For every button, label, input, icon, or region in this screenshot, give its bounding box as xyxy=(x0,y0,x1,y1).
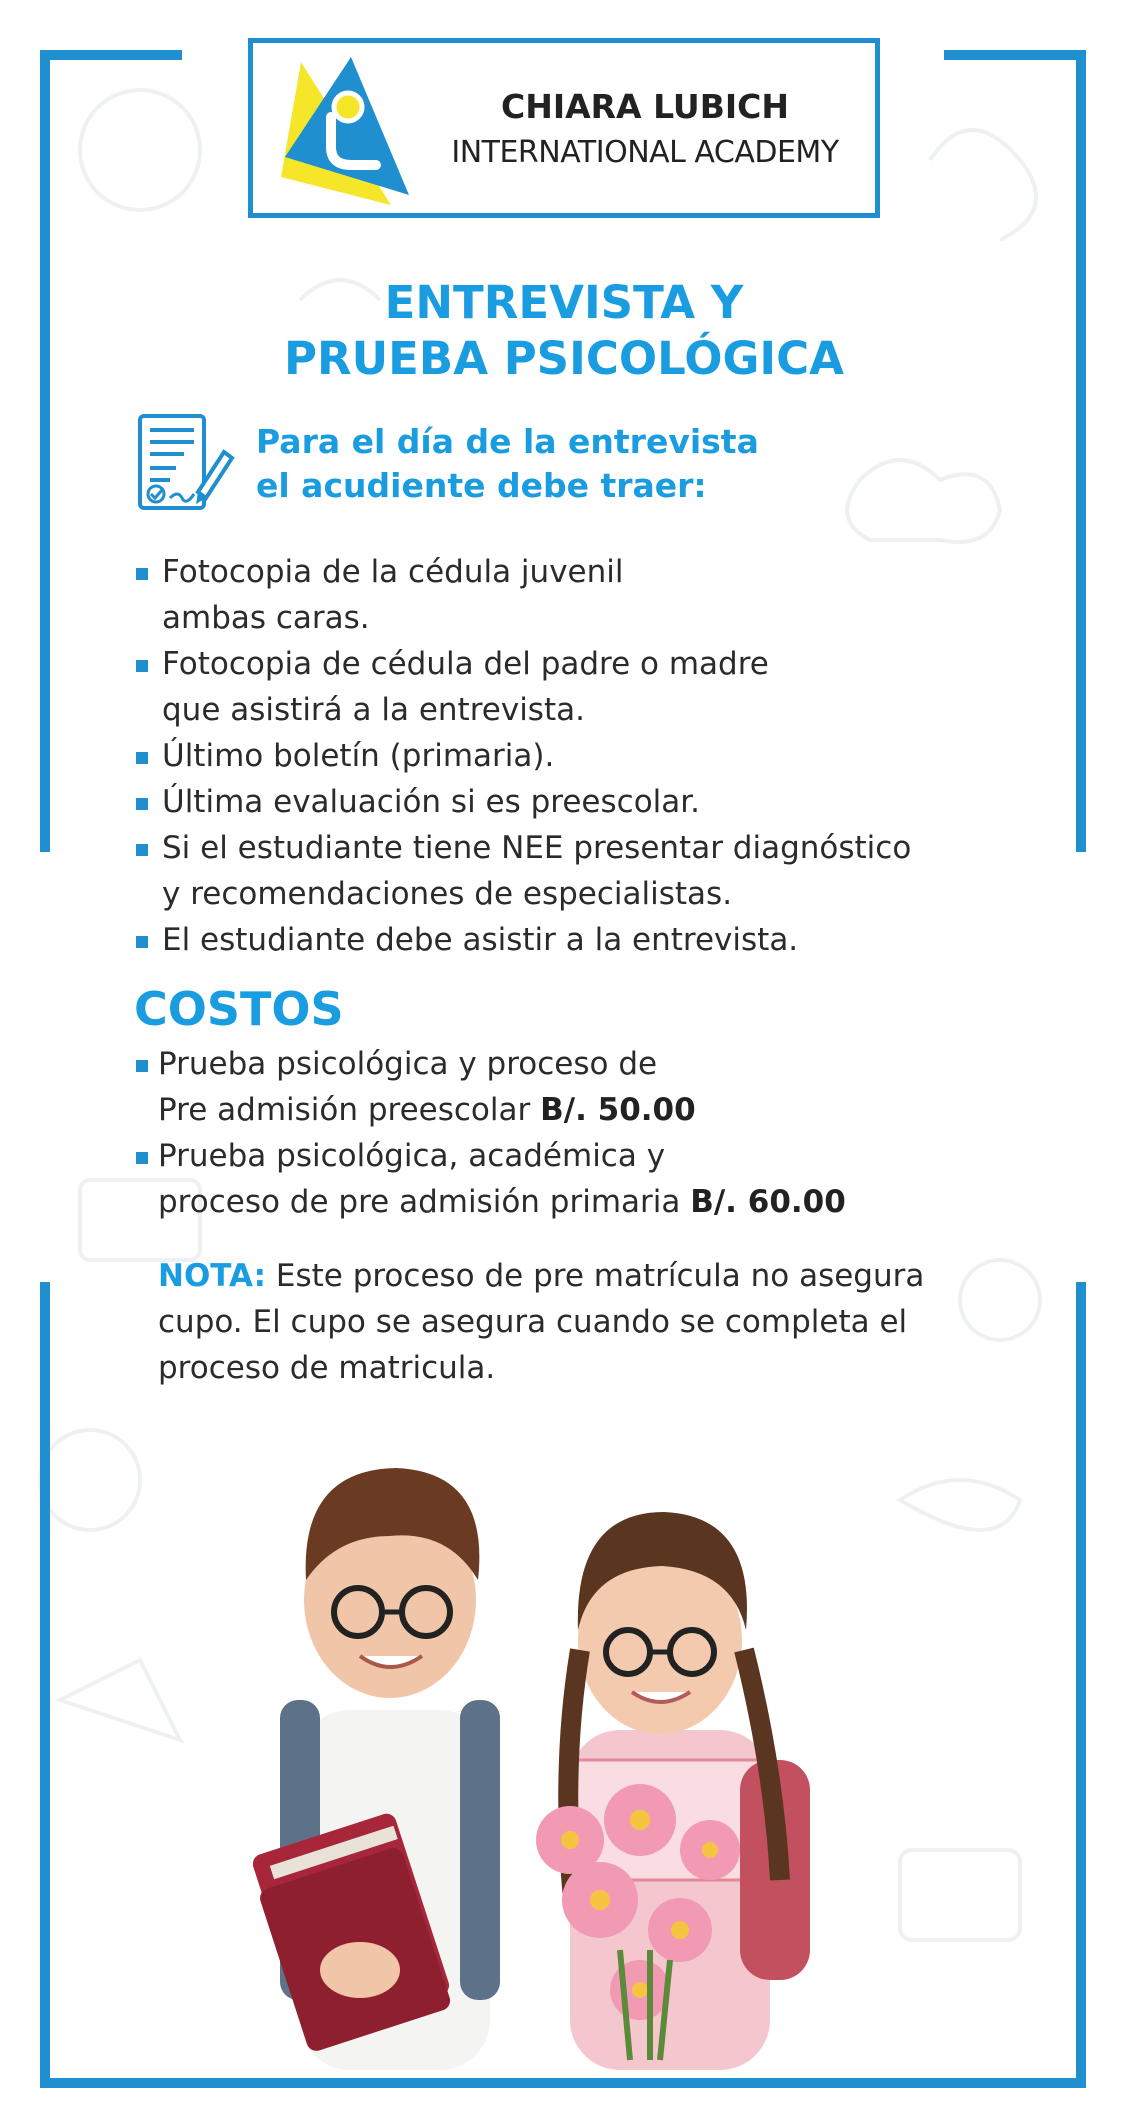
requirements-heading-line-2: el acudiente debe traer: xyxy=(256,466,707,505)
logo-title: CHIARA LUBICH xyxy=(500,87,789,126)
bullet xyxy=(136,1152,148,1164)
list-item: Si el estudiante tiene NEE presentar diagnóstico xyxy=(162,830,912,866)
bullet xyxy=(136,844,148,856)
list-item: Última evaluación si es preescolar. xyxy=(162,784,701,820)
frame-left-lower xyxy=(40,1282,50,2088)
list-item-continued: ambas caras. xyxy=(162,600,370,636)
cost-item-1-line-2 xyxy=(158,1092,696,1128)
boy-figure xyxy=(250,1468,500,2070)
costs-heading: COSTOS xyxy=(134,982,344,1036)
note-line-2: cupo. El cupo se asegura cuando se completa el xyxy=(158,1304,908,1340)
frame-top-right xyxy=(944,50,1086,60)
list-item: Último boletín (primaria). xyxy=(162,738,555,774)
list-item: Fotocopia de cédula del padre o madre xyxy=(162,646,769,682)
note-text-1: Este proceso de pre matrícula no asegura xyxy=(275,1258,925,1294)
frame-top-left xyxy=(40,50,182,60)
cost-item-2-text: proceso de pre admisión primaria xyxy=(158,1184,681,1220)
frame-bottom xyxy=(40,2078,1086,2088)
cost-item-2-price: B/. 60.00 xyxy=(690,1184,846,1220)
bullet xyxy=(136,752,148,764)
bullet xyxy=(136,1060,148,1072)
frame-right-lower xyxy=(1076,1282,1086,2088)
bullet xyxy=(136,660,148,672)
cost-item-1-text: Pre admisión preescolar xyxy=(158,1092,531,1128)
frame-right-upper xyxy=(1076,50,1086,852)
note-line-1 xyxy=(158,1258,924,1294)
page-title-line-1: ENTREVISTA Y xyxy=(384,276,744,329)
note-line-3: proceso de matricula. xyxy=(158,1350,496,1386)
bullet xyxy=(136,798,148,810)
list-item: El estudiante debe asistir a la entrevista. xyxy=(162,922,799,958)
list-item: Fotocopia de la cédula juvenil xyxy=(162,554,624,590)
cost-item-2-line-1: Prueba psicológica, académica y xyxy=(158,1138,666,1174)
cost-item-1-line-1: Prueba psicológica y proceso de xyxy=(158,1046,658,1082)
logo-subtitle: INTERNATIONAL ACADEMY xyxy=(451,135,839,170)
frame-left-upper xyxy=(40,50,50,852)
kids-photo xyxy=(240,1430,900,2070)
academy-logo-icon xyxy=(281,57,413,205)
requirements-heading-line-1: Para el día de la entrevista xyxy=(256,422,759,461)
cost-item-2-line-2 xyxy=(158,1184,846,1220)
page-title-line-2: PRUEBA PSICOLÓGICA xyxy=(284,332,844,385)
girl-figure xyxy=(536,1512,810,2070)
list-item-continued: y recomendaciones de especialistas. xyxy=(162,876,733,912)
note-label: NOTA: xyxy=(158,1258,267,1294)
bullet xyxy=(136,936,148,948)
cost-item-1-price: B/. 50.00 xyxy=(540,1092,696,1128)
list-item-continued: que asistirá a la entrevista. xyxy=(162,692,585,728)
bullet xyxy=(136,568,148,580)
logo-box xyxy=(248,38,880,218)
document-checklist-icon xyxy=(136,414,236,514)
